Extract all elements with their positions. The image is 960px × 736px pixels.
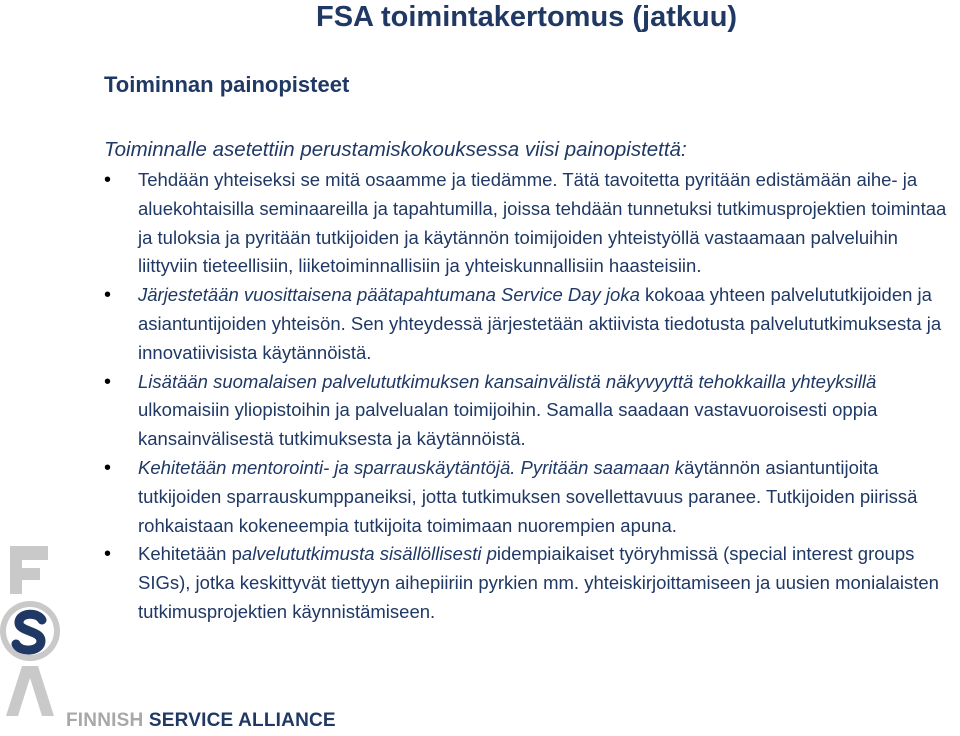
list-item bbox=[104, 281, 960, 367]
list-item bbox=[104, 368, 960, 454]
list-item-text-italic: Lisätään suomalaisen palvelututkimuksen kansainvälistä näkyvyyttä tehokkailla yhteyksillä bbox=[138, 370, 877, 392]
page-title: FSA toimintakertomus (jatkuu) bbox=[316, 1, 738, 33]
intro-text: Toiminnalle asetettiin perustamiskokouksessa viisi painopistettä: bbox=[104, 138, 687, 161]
list-item-text: ulkomaisiin yliopistoihin ja palvelualan toimijoihin. Samalla saadaan vastavuoroisesti oppia kansainvälisestä tutkimuksesta ja käytännöistä. bbox=[138, 399, 878, 450]
list-item-text: Kehitetään p bbox=[138, 543, 242, 565]
list-item-text: Tehdään yhteiseksi se mitä osaamme ja tiedämme. Tätä tavoitetta pyritään edistämään aihe- ja aluekohtaisilla seminaareilla ja tapahtumilla, joissa tehdään tunnetuksi tutkimusprojektien toimintaa ja tuloksia ja pyritään tutkijoiden ja käytännön toimijoiden yhteistyöllä vastaamaan palveluihin liittyviin tieteellisiin, liiketoiminnallisiin ja yhteiskunnallisiin haasteisiin. bbox=[138, 169, 947, 277]
list-item bbox=[104, 454, 960, 540]
footer-logo-text bbox=[66, 709, 336, 733]
list-item-text: idempiaikaiset työryhmissä (special interest groups SIGs), jotka keskittyvät tiettyyn aihepiiriin pyrkien mm. yhteiskirjoittamiseen ja uusien monialaisten tutkimusprojektien käynnistämiseen. bbox=[138, 543, 939, 622]
list-item bbox=[104, 540, 960, 626]
list-item-text: kokoaa yhteen palvelututkijoiden ja asiantuntijoiden yhteisön. Sen yhteydessä järjestetään aktiivista tiedotusta palvelututkimuksesta ja innovatiivisista käytännöistä. bbox=[138, 284, 942, 363]
priority-list bbox=[104, 166, 960, 627]
list-item-text-italic: alvelututkimusta sisällöllisesti p bbox=[241, 543, 497, 565]
fsa-logo-icon bbox=[0, 546, 64, 716]
logo-text-part1: FINNISH bbox=[66, 710, 149, 731]
list-item-text: äytännön asiantuntijoita tutkijoiden sparrauskumppaneiksi, jotta tutkimuksen sovellettavuus paranee. Tutkijoiden piirissä rohkaistaan kokeneempia tutkijoita toimimaan nuorempien apuna. bbox=[138, 456, 918, 536]
list-item bbox=[104, 166, 960, 281]
list-item-text-italic: Kehitetään mentorointi- ja sparrauskäytäntöjä. Pyritään saamaan k bbox=[138, 456, 685, 478]
list-item-text-italic: Järjestetään vuosittaisena päätapahtumana Service Day joka bbox=[138, 284, 640, 306]
section-heading: Toiminnan painopisteet bbox=[104, 72, 350, 97]
logo-text-part2: SERVICE ALLIANCE bbox=[148, 710, 336, 731]
